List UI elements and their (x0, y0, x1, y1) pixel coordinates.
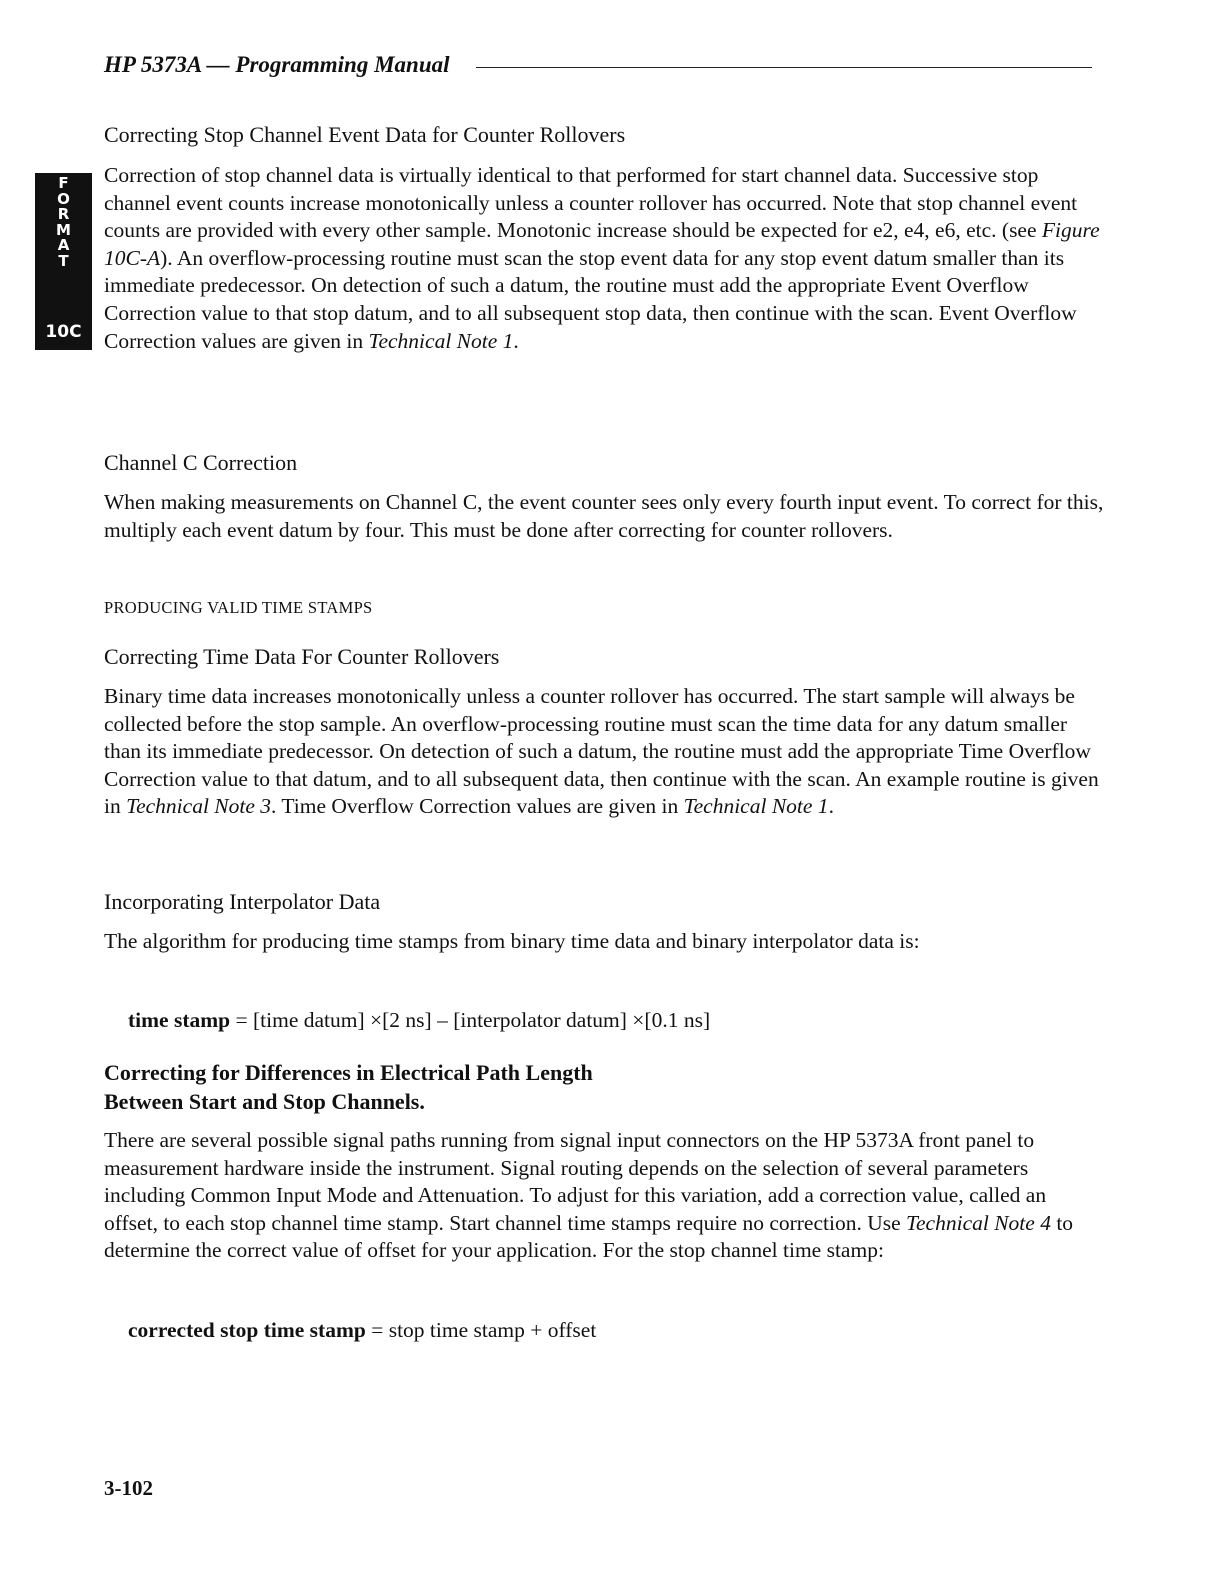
tab-letter: T (58, 251, 69, 270)
technical-note-reference: Technical Note 4 (906, 1210, 1051, 1235)
technical-note-reference: Technical Note 3 (126, 794, 272, 819)
heading-channel-c: Channel C Correction (104, 450, 298, 475)
running-header (104, 50, 1092, 80)
paragraph-stop-channel: Correction of stop channel data is virtually identical to that performed for start channel data. Successive stop channel event counts increase monotonically unless a counter rollover has occurred. Note that stop channel event counts are provided with every other sample. Monotonic increase should be expected for e2, e4, e6, etc. (see Figure 10C-A). An overflow-processing routine must scan the stop event data for any stop event datum smaller than its immediate predecessor. On detection of such a datum, the routine must add the appropriate Event Overflow Correction value to that stop datum, and to all subsequent stop data, then continue with the scan. Event Overflow Correction values are given in Technical Note 1. (104, 163, 1100, 353)
tab-letter: R (57, 205, 70, 223)
format-tab-letters (56, 176, 71, 269)
manual-title: HP 5373A — Programming Manual (104, 52, 450, 77)
format-side-tab (35, 173, 92, 271)
figure-reference: Figure 10C-A (104, 218, 1100, 270)
heading-time-data: Correcting Time Data For Counter Rollovers (104, 644, 500, 669)
header-rule (476, 67, 1093, 68)
formula-corrected-stop: corrected stop time stamp = stop time stamp + offset (128, 1318, 597, 1342)
formula-time-stamp: time stamp = [time datum] ×[2 ns] – [interpolator datum] ×[0.1 ns] (128, 1008, 711, 1032)
paragraph-path-length: There are several possible signal paths running from signal input connectors on the HP 5373A front panel to measurement hardware inside the instrument. Signal routing depends on the selection of several parameters including Common Input Mode and Attenuation. To adjust for this variation, add a correction value, called an offset, to each stop channel time stamp. Start channel time stamps require no correction. Use Technical Note 4 to determine the correct value of offset for your application. For the stop channel time stamp: (104, 1128, 1074, 1263)
tab-letter: A (57, 236, 70, 254)
heading-interpolator: Incorporating Interpolator Data (104, 889, 381, 914)
tab-letter: M (56, 220, 71, 239)
technical-note-reference: Technical Note 1 (683, 794, 829, 819)
heading-stop-channel: Correcting Stop Channel Event Data for Counter Rollovers (104, 122, 626, 147)
technical-note-reference: Technical Note 1 (368, 328, 514, 353)
format-tab-spacer (35, 271, 92, 314)
heading-path-length-line-2: Between Start and Stop Channels. (104, 1089, 425, 1114)
tab-letter: O (57, 189, 70, 208)
paragraph-channel-c: When making measurements on Channel C, the event counter sees only every fourth input event. To correct for this, multiply each event datum by four. This must be done after correcting for counter rollovers. (104, 490, 1104, 542)
heading-path-length-line-1: Correcting for Differences in Electrical Path Length (104, 1060, 593, 1085)
paragraph-time-data: Binary time data increases monotonically unless a counter rollover has occurred. The start sample will always be collected before the stop sample. An overflow-processing routine must scan the time data for any datum smaller than its immediate predecessor. On detection of such a datum, the routine must add the appropriate Time Overflow Correction value to that datum, and to all subsequent data, then continue with the scan. An example routine is given in Technical Note 3. Time Overflow Correction values are given in Technical Note 1. (104, 684, 1099, 819)
tab-letter: F (58, 174, 69, 192)
paragraph-interpolator: The algorithm for producing time stamps from binary time data and binary interpolator data is: (104, 929, 920, 953)
format-tab-code: 10C (35, 314, 92, 350)
page-number: 3-102 (104, 1476, 153, 1500)
section-heading-producing: PRODUCING VALID TIME STAMPS (104, 598, 373, 617)
